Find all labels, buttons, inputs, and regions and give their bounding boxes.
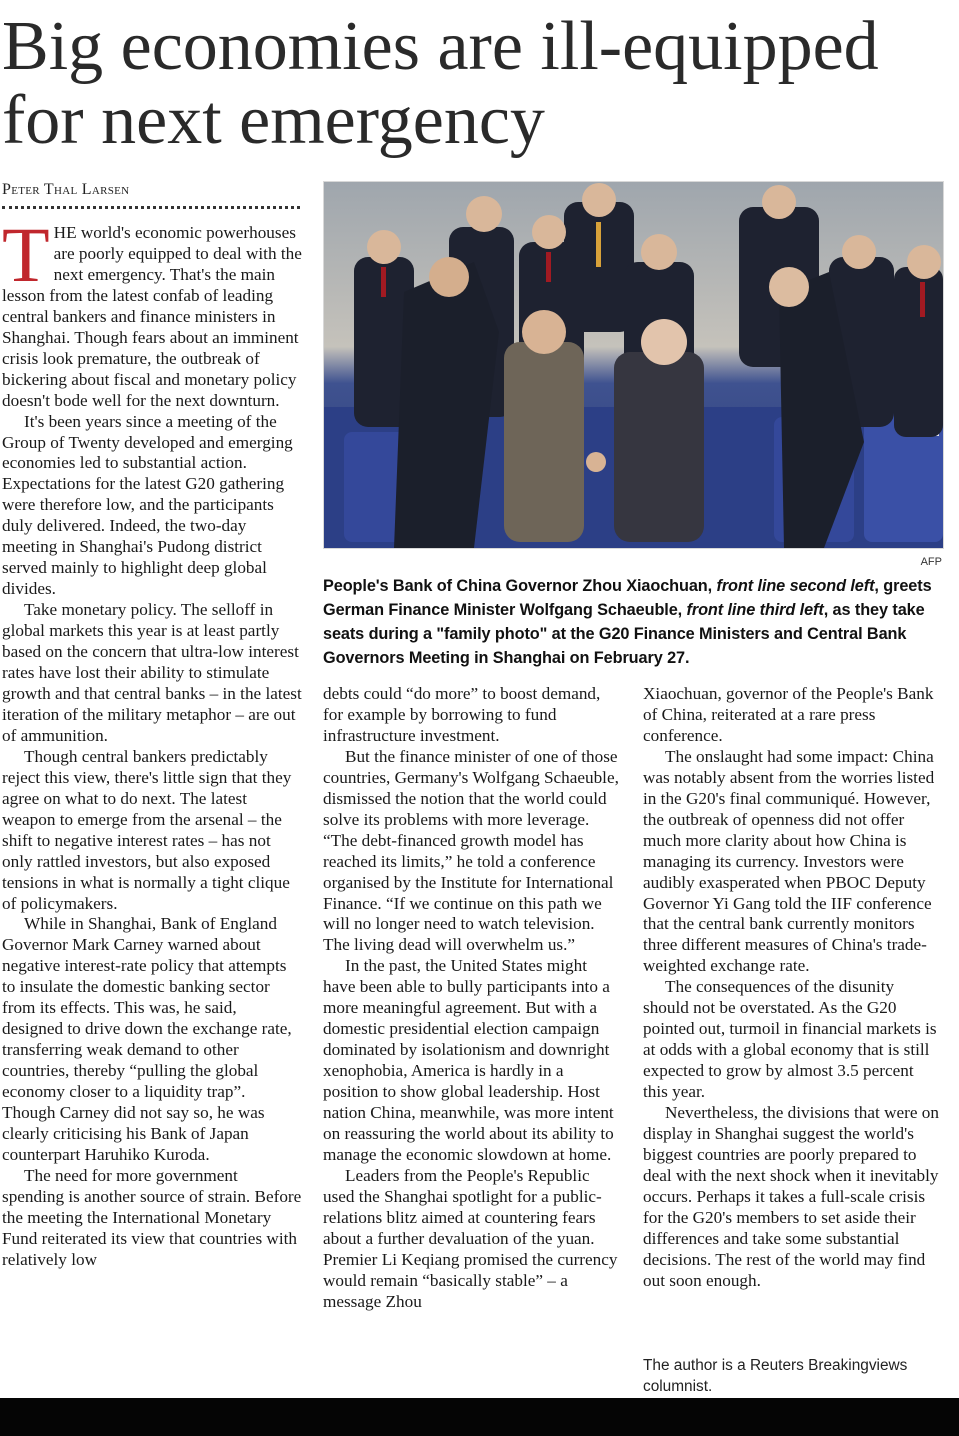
article-paragraph-2: It's been years since a meeting of the Group of Twenty developed and emerging economies led to substantial action. Expectations for the latest G20 gathering were therefore low, and the participants duly delivered. Indeed, the two-day meeting in Shanghai's Pudong district served mainly to highlight deep global divides. [2,411,293,599]
headline-line-1: Big economies are ill-equipped [2,8,879,85]
byline-divider [2,206,300,209]
article-paragraph-6-cont: debts could “do more” to boost demand, for example by borrowing to fund infrastructure investment. [323,684,601,745]
byline: Peter Thal Larsen [2,181,130,198]
article-column-3 [643,684,941,1292]
headline [2,10,952,158]
headline-line-2: for next emergency [2,82,545,159]
article-paragraph-10: The onslaught had some impact: China was notably absent from the worries listed in the G20's final communiqué. However, the outbreak of openness did not offer much more clarity about how China is managing its currency. Investors were audibly exasperated when PBOC Deputy Governor Yi Gang told the IIF conference that the central bank currently monitors three different measures of China's trade-weighted exchange rate. [643,746,935,976]
drop-cap: T [2,211,50,298]
article-paragraph-11: The consequences of the disunity should not be overstated. As the G20 pointed out, turmoil in financial markets is at odds with a global economy that is still expected to grow by almost 3.5 percent this year. [643,977,937,1102]
article-paragraph-9-cont: Xiaochuan, governor of the People's Bank of China, reiterated at a rare press conference. [643,684,934,745]
article-paragraph-12: Nevertheless, the divisions that were on display in Shanghai suggest the world's biggest countries are poorly prepared to deal with the next shock when it inevitably occurs. Perhaps it takes a full-scale crisis for the G20's members to set aside their differences and take some substantial decisions. The rest of the world may find out soon enough. [643,1103,939,1290]
article-column-2 [323,684,621,1313]
photo-credit: AFP [920,556,942,568]
article-paragraph-6: The need for more government spending is another source of strain. Before the meeting the International Monetary Fund reiterated its view that countries with relatively low [2,1165,302,1269]
article-column-1 [2,211,302,1271]
photo-caption: People's Bank of China Governor Zhou Xiaochuan, front line second left, greets German Finance Minister Wolfgang Schaeuble, front line third left, as they take seats during a "family photo" at the G20 Finance Ministers and Central Bank Governors Meeting in Shanghai on February 27. [323,577,932,667]
article-paragraph-1: THE world's economic powerhouses are poorly equipped to deal with the next emergency. That's the main lesson from the latest confab of leading central bankers and finance ministers in Shanghai. Though fears about an imminent crisis look premature, the outbreak of bickering about fiscal and monetary policy doesn't bode well for the next downturn. [2,211,302,410]
article-paragraph-3: Take monetary policy. The selloff in global markets this year is at least partly based on the concern that ultra-low interest rates have lost their ability to stimulate growth and that central banks – in the latest iteration of the military metaphor – are out of ammunition. [2,600,302,745]
article-paragraph-8: In the past, the United States might have been able to bully participants into a more meaningful agreement. But with a domestic presidential election campaign dominated by isolationism and downright xenophobia, America is hardly in a position to show global leadership. Host nation China, meanwhile, was more intent on reassuring the world about its ability to manage the economic slowdown at home. [323,956,614,1164]
g20-family-photo [323,181,944,549]
bottom-black-bar [0,1398,959,1436]
article-paragraph-4: Though central bankers predictably reject this view, there's little sign that they agree on what to do next. The latest weapon to emerge from the arsenal – the shift to negative interest rates – has not only rattled investors, but also exposed tensions in what is normally a tight clique of policymakers. [2,746,292,913]
article-paragraph-9: Leaders from the People's Republic used the Shanghai spotlight for a public-relations blitz aimed at countering fears about a further devaluation of the yuan. Premier Li Keqiang promised the currency would remain “basically stable” – a message Zhou [323,1165,618,1311]
photo-illustration [324,182,943,548]
article-paragraph-7: But the finance minister of one of those countries, Germany's Wolfgang Schaeuble, dismissed the notion that the world could solve its problems with more leverage. “The debt-financed growth model has reached its limits,” he told a conference organised by the Institute for International Finance. “If we continue on this path we will no longer need to watch television. The living dead will overwhelm us.” [323,746,619,955]
author-note: The author is a Reuters Breakingviews columnist. [643,1357,908,1395]
article-paragraph-5: While in Shanghai, Bank of England Governor Mark Carney warned about negative interest-rate policy that attempts to insulate the domestic banking sector from its effects. This was, he said, designed to drive down the exchange rate, transferring weak demand to other countries, thereby “pulling the global economy closer to a liquidity trap”. Though Carney did not say so, he was clearly criticising his Bank of Japan counterpart Haruhiko Kuroda. [2,914,292,1164]
